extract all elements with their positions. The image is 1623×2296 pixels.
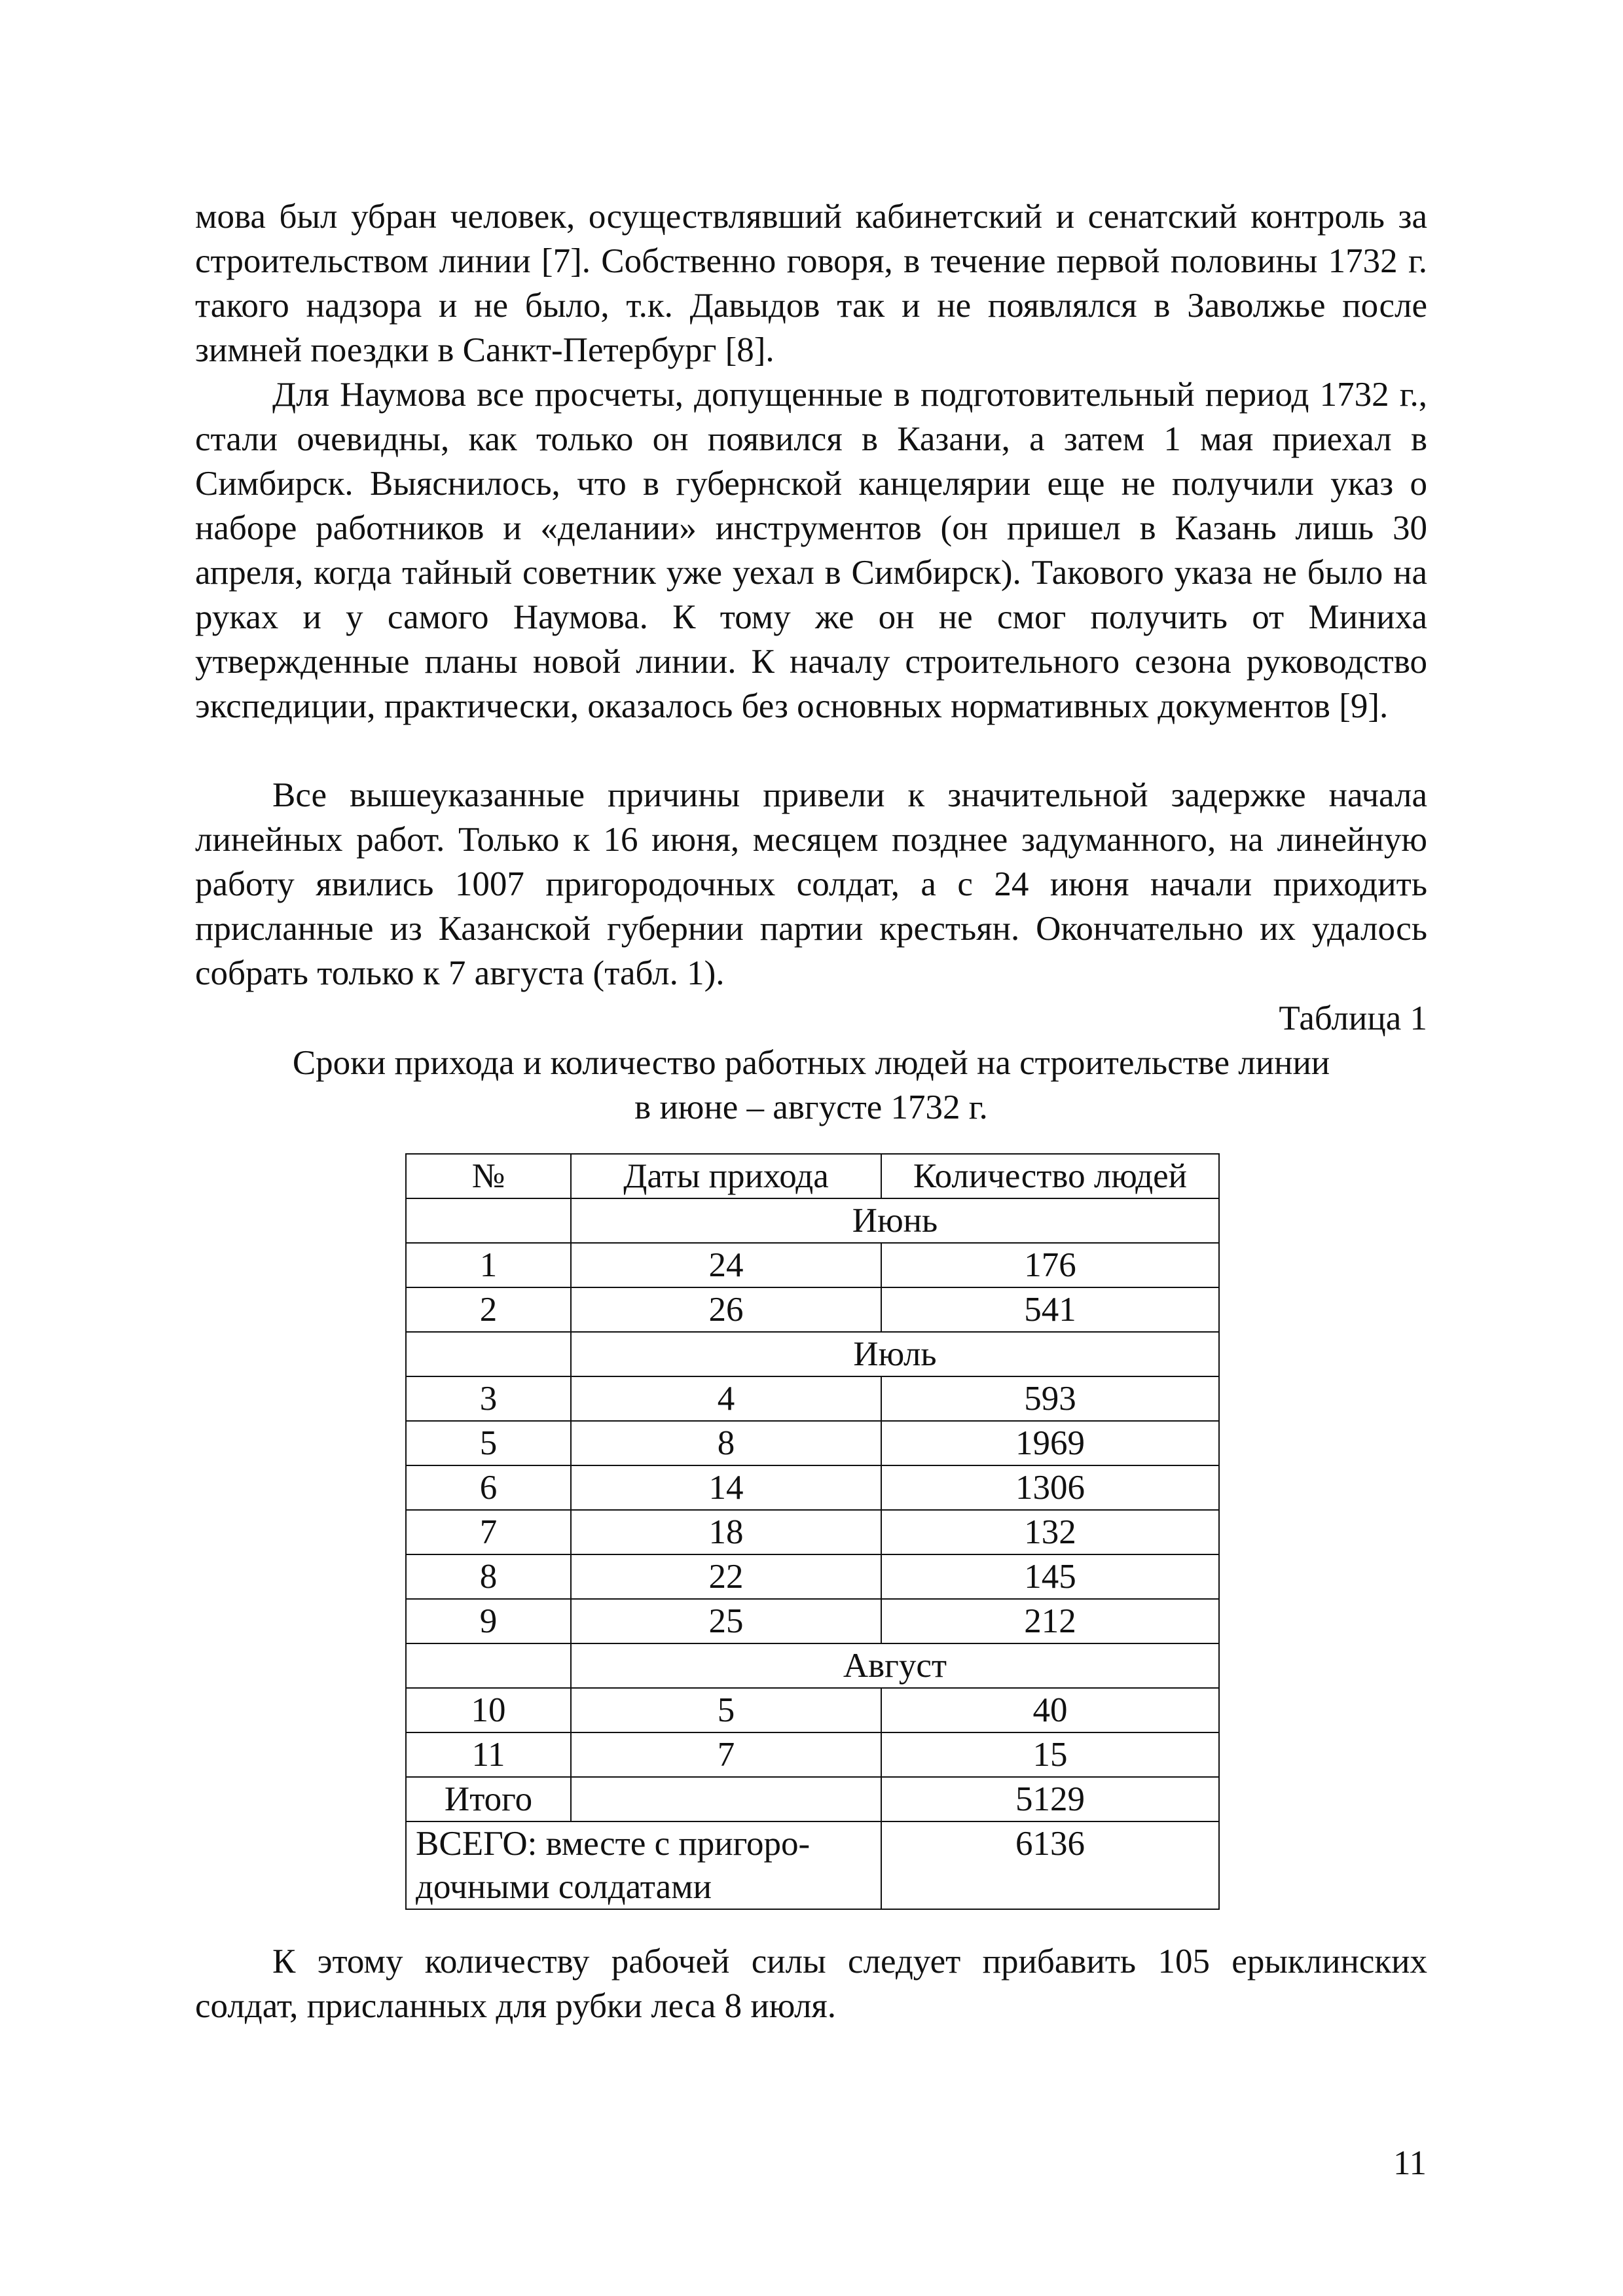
- cell-number: 3: [406, 1376, 571, 1421]
- total-label: Итого: [406, 1777, 571, 1821]
- cell-count: 132: [881, 1510, 1219, 1554]
- paragraph-4: [195, 1939, 1427, 2028]
- cell-number: 8: [406, 1554, 571, 1599]
- cell-count: 145: [881, 1554, 1219, 1599]
- table-row: [406, 1688, 1219, 1732]
- arrivals-table: [405, 1153, 1220, 1910]
- month-label-july: Июль: [571, 1332, 1219, 1376]
- table-row: [406, 1287, 1219, 1332]
- cell-count: 1969: [881, 1421, 1219, 1465]
- paragraph-1: [195, 194, 1427, 372]
- cell-date: 4: [571, 1376, 881, 1421]
- table-caption-line-1: Сроки прихода и количество работных людей на строительстве линии: [292, 1044, 1330, 1082]
- cell-number: 7: [406, 1510, 571, 1554]
- cell-number: 9: [406, 1599, 571, 1643]
- cell-number: 2: [406, 1287, 571, 1332]
- month-row-june: [406, 1198, 1219, 1243]
- month-label-august: Август: [571, 1643, 1219, 1688]
- cell-count: 541: [881, 1287, 1219, 1332]
- table-header-row: [406, 1154, 1219, 1198]
- month-row-blank: [406, 1332, 571, 1376]
- cell-count: 176: [881, 1243, 1219, 1287]
- paragraph-2: [195, 372, 1427, 728]
- month-row-august: [406, 1643, 1219, 1688]
- cell-count: 212: [881, 1599, 1219, 1643]
- cell-count: 593: [881, 1376, 1219, 1421]
- table-row: [406, 1599, 1219, 1643]
- cell-number: 5: [406, 1421, 571, 1465]
- grand-total-label: [406, 1821, 881, 1909]
- month-row-blank: [406, 1643, 571, 1688]
- cell-number: 10: [406, 1688, 571, 1732]
- grand-total-row: [406, 1821, 1219, 1909]
- table-label: Таблица 1: [1279, 999, 1427, 1037]
- total-count: 5129: [881, 1777, 1219, 1821]
- cell-date: 7: [571, 1732, 881, 1777]
- cell-number: 1: [406, 1243, 571, 1287]
- header-number: №: [406, 1154, 571, 1198]
- cell-date: 14: [571, 1465, 881, 1510]
- table-row: [406, 1465, 1219, 1510]
- grand-total-label-line-1: ВСЕГО: вместе с пригоро-: [416, 1825, 811, 1863]
- cell-date: 25: [571, 1599, 881, 1643]
- table-row: [406, 1554, 1219, 1599]
- cell-date: 8: [571, 1421, 881, 1465]
- month-row-blank: [406, 1198, 571, 1243]
- paragraph-4-text: К этому количеству рабочей силы следует прибавить 105 ерыклинских солдат, присланных для рубки леса 8 июля.: [195, 1943, 1427, 2025]
- header-count: Количество людей: [881, 1154, 1219, 1198]
- table-row: [406, 1243, 1219, 1287]
- page-number: 11: [1393, 2144, 1427, 2182]
- table-caption: [195, 1041, 1427, 1130]
- cell-count: 40: [881, 1688, 1219, 1732]
- cell-number: 6: [406, 1465, 571, 1510]
- grand-total-count: 6136: [881, 1821, 1219, 1909]
- table-row: [406, 1510, 1219, 1554]
- paragraph-1-text: мова был убран человек, осуществлявший кабинетский и сенатский контроль за строительством линии [7]. Собственно говоря, в течение первой половины 1732 г. такого надзора и не было, т.к. Давыдов так и не появлялся в Заволжье после зимней поездки в Санкт-Петербург [8].: [195, 198, 1427, 369]
- total-blank: [571, 1777, 881, 1821]
- cell-date: 18: [571, 1510, 881, 1554]
- total-row: [406, 1777, 1219, 1821]
- cell-date: 22: [571, 1554, 881, 1599]
- paragraph-3: [195, 773, 1427, 996]
- cell-count: 15: [881, 1732, 1219, 1777]
- cell-date: 26: [571, 1287, 881, 1332]
- table-row: [406, 1376, 1219, 1421]
- table-row: [406, 1421, 1219, 1465]
- cell-date: 24: [571, 1243, 881, 1287]
- table-caption-line-2: в июне – августе 1732 г.: [634, 1088, 988, 1126]
- month-label-june: Июнь: [571, 1198, 1219, 1243]
- cell-date: 5: [571, 1688, 881, 1732]
- header-date: Даты прихода: [571, 1154, 881, 1198]
- cell-count: 1306: [881, 1465, 1219, 1510]
- grand-total-label-line-2: дочными солдатами: [416, 1868, 712, 1906]
- paragraph-3-text: Все вышеуказанные причины привели к значительной задержке начала линейных работ. Только к 16 июня, месяцем позднее задуманного, на линейную работу явились 1007 пригородочных солдат, а с 24 июня начали приходить присланные из Казанской губернии партии крестьян. Окончательно их удалось собрать только к 7 августа (табл. 1).: [195, 776, 1427, 992]
- cell-number: 11: [406, 1732, 571, 1777]
- table-row: [406, 1732, 1219, 1777]
- paragraph-2-text: Для Наумова все просчеты, допущенные в подготовительный период 1732 г., стали очевидны, как только он появился в Казани, а затем 1 мая приехал в Симбирск. Выяснилось, что в губернской канцелярии еще не получили указ о наборе работников и «делании» инструментов (он пришел в Казань лишь 30 апреля, когда тайный советник уже уехал в Симбирск). Такового указа не было на руках и у самого Наумова. К тому же он не смог получить от Миниха утвержденные планы новой линии. К началу строительного сезона руководство экспедиции, практически, оказалось без основных нормативных документов [9].: [195, 376, 1427, 725]
- month-row-july: [406, 1332, 1219, 1376]
